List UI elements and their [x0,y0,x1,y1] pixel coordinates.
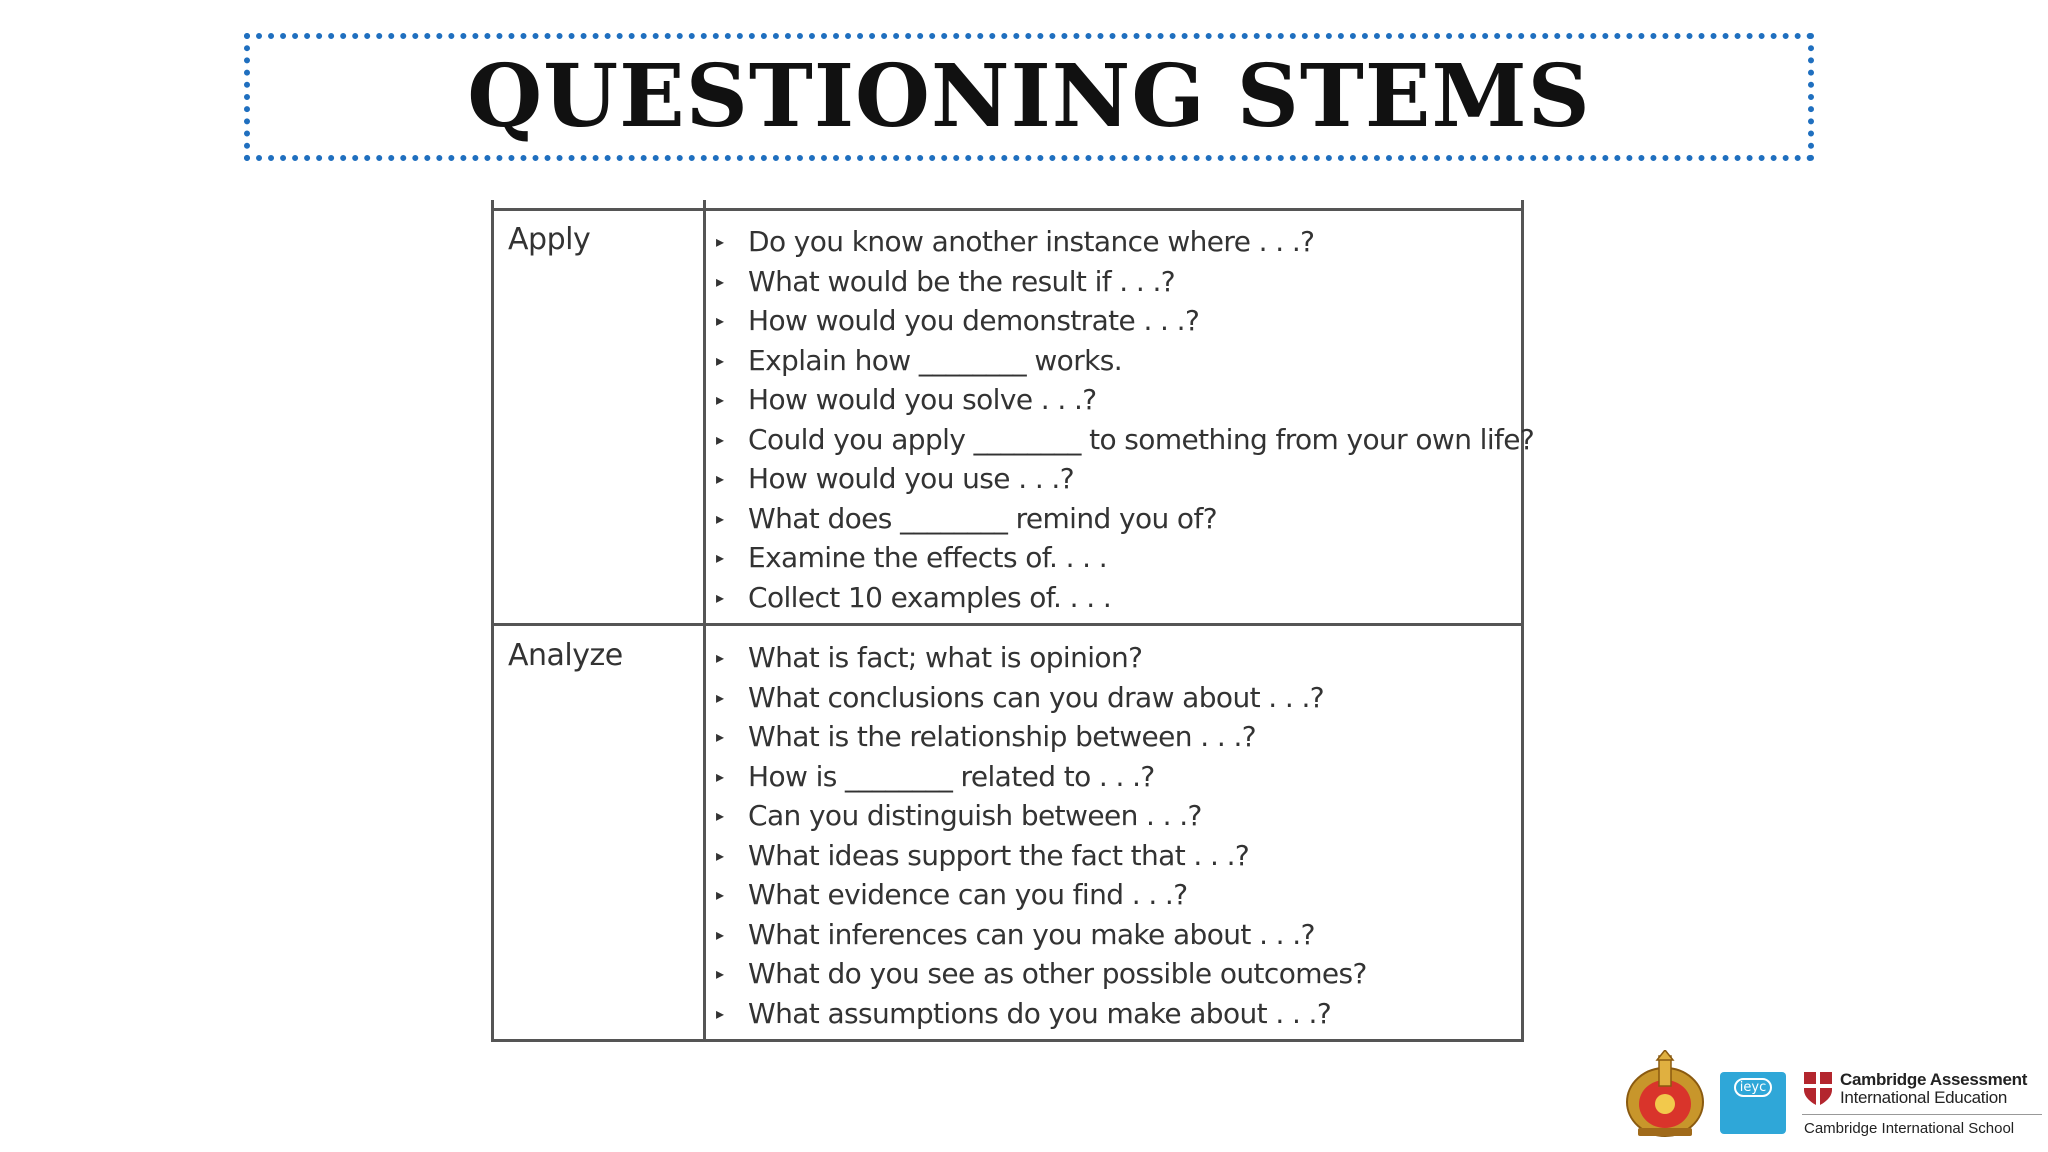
questioning-stems-table [491,200,1535,1042]
list-item [716,380,1534,420]
stem-text: What does ________ remind you of? [748,501,1217,535]
column-divider [703,200,706,1039]
stem-text: What conclusions can you draw about . . .? [748,680,1325,714]
arrow-bullet-icon: ▸ [716,232,724,252]
arrow-bullet-icon: ▸ [716,924,724,944]
list-item [716,222,1534,262]
list-item [716,538,1534,578]
row-divider-top [494,208,1521,211]
stem-text: What inferences can you make about . . .? [748,917,1315,951]
stem-text: Can you distinguish between . . .? [748,799,1202,833]
arrow-bullet-icon: ▸ [716,271,724,291]
arrow-bullet-icon: ▸ [716,806,724,826]
list-item [716,262,1534,302]
arrow-bullet-icon: ▸ [716,350,724,370]
arrow-bullet-icon: ▸ [716,508,724,528]
arrow-bullet-icon: ▸ [716,687,724,707]
arrow-bullet-icon: ▸ [716,766,724,786]
stem-text: What evidence can you find . . .? [748,878,1188,912]
list-item [716,499,1534,539]
list-item [716,915,1367,955]
list-item [716,796,1367,836]
stem-text: What would be the result if . . .? [748,264,1176,298]
arrow-bullet-icon: ▸ [716,548,724,568]
stem-text: Explain how ________ works. [748,343,1123,377]
cambridge-line2: International Education [1840,1088,2008,1107]
list-item [716,459,1534,499]
list-item [716,875,1367,915]
list-item [716,836,1367,876]
stem-text: What is the relationship between . . .? [748,720,1257,754]
arrow-bullet-icon: ▸ [716,390,724,410]
arrow-bullet-icon: ▸ [716,1003,724,1023]
arrow-bullet-icon: ▸ [716,587,724,607]
stem-text: How is ________ related to . . .? [748,759,1155,793]
stem-text: Examine the effects of. . . . [748,541,1108,575]
arrow-bullet-icon: ▸ [716,885,724,905]
arrow-bullet-icon: ▸ [716,469,724,489]
cambridge-school-label: Cambridge International School [1804,1120,2015,1137]
ieyc-mark: ieyc [1734,1078,1772,1097]
school-crest-icon [1620,1050,1710,1140]
list-item [716,341,1534,381]
title-box [244,33,1814,161]
ieyc-logo [1720,1072,1786,1134]
arrow-bullet-icon: ▸ [716,964,724,984]
list-item [716,954,1367,994]
row-label-apply: Apply [508,222,591,257]
stem-text: What do you see as other possible outcomes? [748,957,1367,991]
stem-text: Could you apply ________ to something from your own life? [748,422,1535,456]
arrow-bullet-icon: ▸ [716,429,724,449]
row-label-analyze: Analyze [508,638,623,673]
footer-logos [1620,1050,2040,1140]
cambridge-divider [1802,1114,2042,1115]
arrow-bullet-icon: ▸ [716,727,724,747]
stem-text: How would you demonstrate . . .? [748,304,1200,338]
list-item [716,757,1367,797]
list-item [716,638,1367,678]
arrow-bullet-icon: ▸ [716,311,724,331]
stem-text: What is fact; what is opinion? [748,641,1143,675]
stem-text: What ideas support the fact that . . .? [748,838,1250,872]
stem-text: Collect 10 examples of. . . . [748,580,1112,614]
page-title: QUESTIONING STEMS [467,46,1591,147]
stem-text: How would you use . . .? [748,462,1074,496]
stem-text: How would you solve . . .? [748,383,1097,417]
arrow-bullet-icon: ▸ [716,845,724,865]
cambridge-line1: Cambridge Assessment [1840,1070,2028,1089]
list-item [716,994,1367,1034]
list-item [716,301,1534,341]
list-item [716,678,1367,718]
arrow-bullet-icon: ▸ [716,648,724,668]
list-item [716,420,1534,460]
stem-list-analyze [716,638,1367,1033]
row-divider-middle [494,623,1521,626]
list-item [716,578,1534,618]
stem-list-apply [716,222,1534,617]
stem-text: What assumptions do you make about . . .? [748,996,1332,1030]
cambridge-shield-icon [1802,1070,1834,1108]
list-item [716,717,1367,757]
stem-text: Do you know another instance where . . .? [748,225,1315,259]
